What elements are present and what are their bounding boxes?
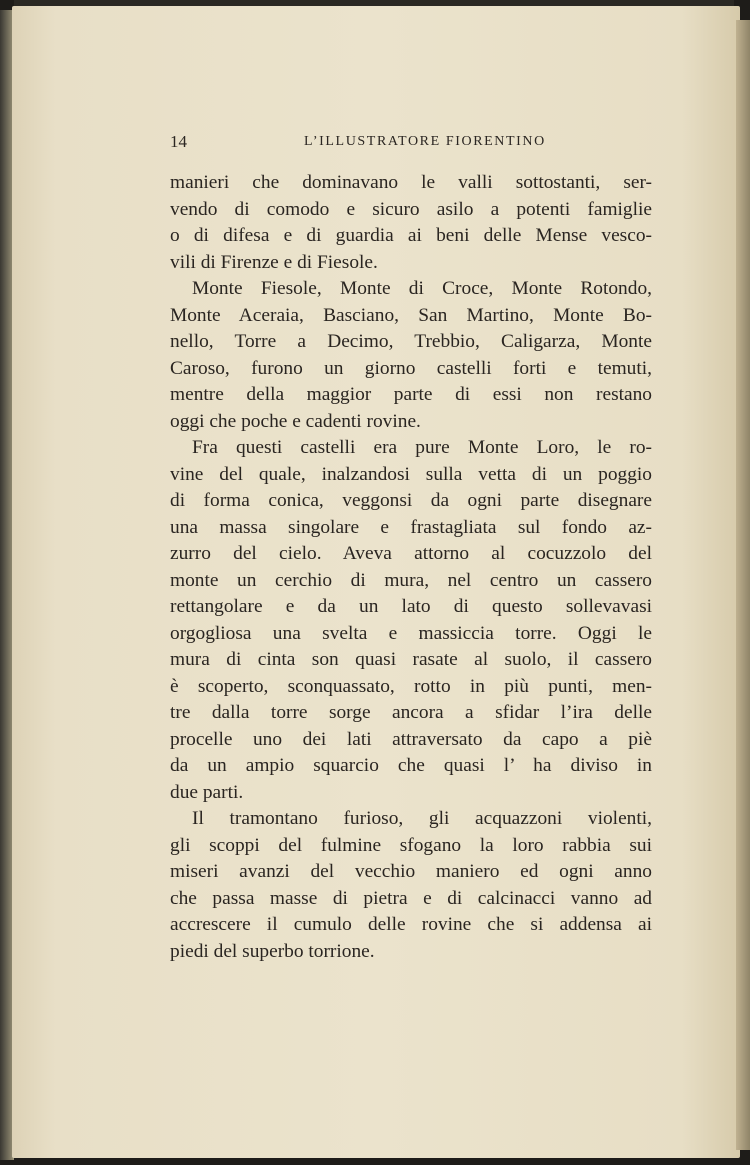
text-line: nello, Torre a Decimo, Trebbio, Caligarza, Monte (170, 331, 652, 352)
text-line: due parti. (170, 781, 244, 803)
body-text (170, 170, 652, 965)
text-line: miseri avanzi del vecchio maniero ed ogni anno (170, 861, 652, 882)
text-line: che passa masse di pietra e di calcinacci vanno ad (170, 887, 652, 909)
text-line: piedi del superbo torrione. (170, 940, 375, 962)
text-line: è scoperto, sconquassato, rotto in più punti, men- (170, 675, 652, 697)
text-line: di forma conica, veggonsi da ogni parte disegnare (170, 490, 652, 511)
text-line: monte un cerchio di mura, nel centro un cassero (170, 569, 652, 591)
text-line: procelle uno dei lati attraversato da capo a piè (170, 728, 652, 750)
text-line: una massa singolare e frastagliata sul fondo az- (170, 516, 652, 538)
text-line: Fra questi castelli era pure Monte Loro, le ro- (192, 437, 652, 458)
text-line: o di difesa e di guardia ai beni delle Mense vesco- (170, 225, 652, 246)
text-line: manieri che dominavano le valli sottostanti, ser- (170, 172, 652, 193)
text-line: tre dalla torre sorge ancora a sfidar l’ira delle (170, 702, 652, 723)
text-line: mentre della maggior parte di essi non restano (170, 384, 652, 405)
text-line: da un ampio squarcio che quasi l’ ha diviso in (170, 755, 652, 776)
page-stack-edge (736, 20, 750, 1150)
text-line: oggi che poche e cadenti rovine. (170, 410, 421, 432)
text-line: gli scoppi del fulmine sfogano la loro rabbia sui (170, 834, 652, 856)
text-line: mura di cinta son quasi rasate al suolo, il cassero (170, 649, 652, 670)
text-line: Caroso, furono un giorno castelli forti e temuti, (170, 357, 652, 379)
text-line: orgogliosa una svelta e massiccia torre. Oggi le (170, 622, 652, 644)
page-number: 14 (170, 132, 187, 151)
running-title: L’ILLUSTRATORE FIORENTINO (304, 134, 546, 149)
text-line: accrescere il cumulo delle rovine che si addensa ai (170, 914, 652, 935)
text-line: vine del quale, inalzandosi sulla vetta di un poggio (170, 463, 652, 485)
page-header (170, 132, 650, 154)
text-line: vendo di comodo e sicuro asilo a potenti famiglie (170, 198, 652, 220)
text-line: vili di Firenze e di Fiesole. (170, 251, 378, 273)
text-line: Monte Fiesole, Monte di Croce, Monte Rotondo, (192, 278, 652, 299)
text-line: rettangolare e da un lato di questo sollevavasi (170, 596, 652, 617)
text-line: Monte Aceraia, Basciano, San Martino, Monte Bo- (170, 304, 652, 326)
text-line: zurro del cielo. Aveva attorno al cocuzzolo del (170, 543, 652, 564)
text-line: Il tramontano furioso, gli acquazzoni violenti, (192, 808, 652, 829)
